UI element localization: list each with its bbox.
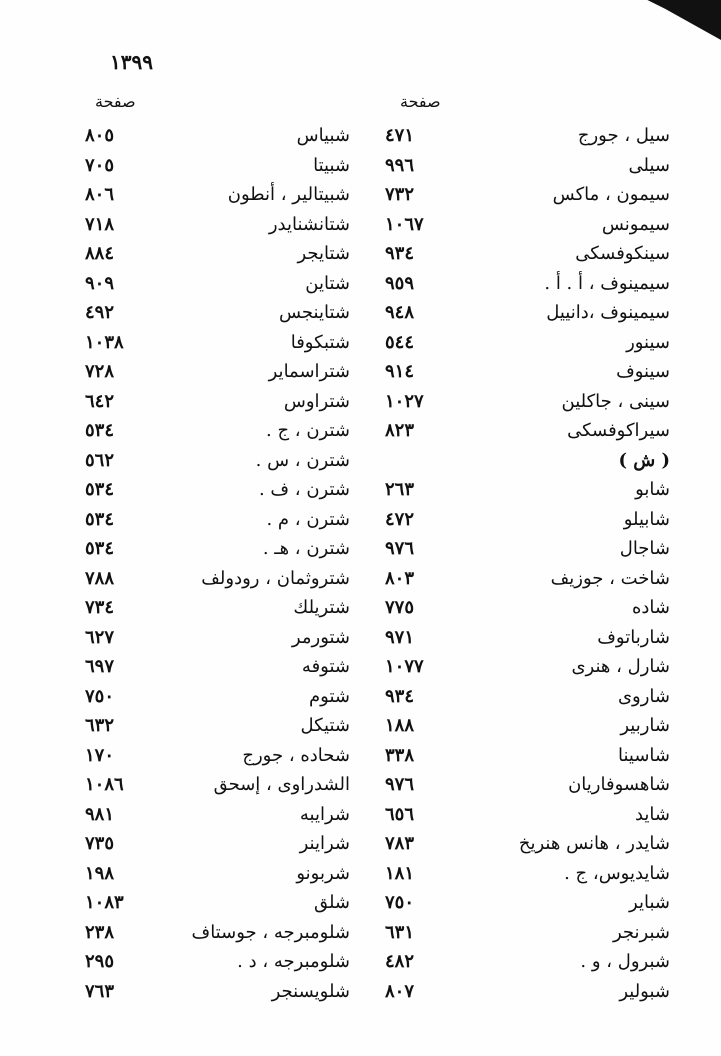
- entry-page-number: ٩٧١: [385, 626, 415, 648]
- entry-page-number: ٩٩٦: [385, 154, 415, 176]
- entry-page-number: ٨٠٦: [85, 184, 115, 206]
- entry-page-number: ٥٣٤: [85, 508, 115, 530]
- entry-page-number: ١٧٠: [85, 744, 115, 766]
- index-entry: [85, 829, 350, 859]
- entry-page-number: ٧٣٤: [85, 597, 115, 619]
- page-number: ١٣٩٩: [110, 50, 153, 74]
- entry-name: شابيلو: [623, 508, 670, 530]
- entry-page-number: ٦٩٧: [85, 656, 115, 678]
- index-entry: [85, 416, 350, 446]
- entry-name: شتبكوفا: [290, 331, 350, 353]
- index-entry: [385, 623, 670, 653]
- entry-name: سيل ، جورج: [577, 125, 670, 147]
- index-entry: [385, 859, 670, 889]
- entry-page-number: ٦٥٦: [385, 803, 415, 825]
- index-entry: [85, 564, 350, 594]
- index-entry: [385, 888, 670, 918]
- index-entry: [85, 387, 350, 417]
- entry-name: شتريلك: [293, 597, 350, 619]
- entry-name: شلق: [313, 892, 350, 914]
- entry-name: شتورمر: [291, 626, 350, 648]
- entry-name: شبرنجر: [612, 921, 670, 943]
- entry-page-number: ٩٨١: [85, 803, 115, 825]
- entry-name: شاروى: [617, 685, 670, 707]
- index-entry: [385, 446, 670, 476]
- entry-page-number: ٨٠٥: [85, 125, 115, 147]
- entry-page-number: ٧٨٣: [385, 833, 415, 855]
- entry-page-number: ١٩٨: [85, 862, 115, 884]
- index-entry: [385, 770, 670, 800]
- page-column-header-left: صفحة: [95, 92, 136, 111]
- entry-page-number: ١٠٦٧: [385, 213, 424, 235]
- entry-name: شتاينجس: [278, 302, 350, 324]
- entry-name: شايدر ، هانس هنريخ: [518, 833, 670, 855]
- entry-page-number: ١٨١: [385, 862, 415, 884]
- entry-page-number: ٣٣٨: [385, 744, 415, 766]
- entry-page-number: ٤٧١: [385, 125, 415, 147]
- entry-name: شايديوس، ج .: [564, 862, 670, 884]
- entry-page-number: ٧٨٨: [85, 567, 115, 589]
- entry-page-number: ٧٧٥: [385, 597, 415, 619]
- entry-name: شربونو: [296, 862, 350, 884]
- entry-name: شاجال: [619, 538, 670, 560]
- index-entry: [385, 239, 670, 269]
- entry-name: شتوفه: [301, 656, 350, 678]
- scan-corner-shadow: [641, 0, 721, 40]
- index-entry: [385, 210, 670, 240]
- entry-name: شارباتوف: [597, 626, 670, 648]
- entry-name: شتانشنايدر: [268, 213, 350, 235]
- index-entry: [385, 151, 670, 181]
- index-entry: [85, 593, 350, 623]
- entry-page-number: ٥٣٤: [85, 420, 115, 442]
- index-entry: [385, 593, 670, 623]
- entry-name: شاسينا: [618, 744, 670, 766]
- index-entry: [85, 741, 350, 771]
- entry-page-number: ٨٠٧: [385, 980, 415, 1002]
- index-entry: [85, 210, 350, 240]
- entry-page-number: ١٠٨٣: [85, 892, 124, 914]
- entry-page-number: ١٠٢٧: [385, 390, 424, 412]
- index-entry: [85, 328, 350, 358]
- entry-name: الشدراوى ، إسحق: [213, 774, 350, 796]
- index-entry: [85, 800, 350, 830]
- entry-name: شتوم: [309, 685, 350, 707]
- entry-name: شبيتالير ، أنطون: [227, 184, 350, 206]
- index-entry: [85, 770, 350, 800]
- entry-page-number: ٢٣٨: [85, 921, 115, 943]
- index-entry: [85, 947, 350, 977]
- index-entry: [385, 829, 670, 859]
- index-column-right: [385, 121, 670, 1006]
- entry-name: شايد: [634, 803, 670, 825]
- entry-page-number: ٧١٨: [85, 213, 115, 235]
- index-entry: [385, 977, 670, 1007]
- index-entry: [385, 121, 670, 151]
- entry-page-number: ٩٥٩: [385, 272, 415, 294]
- entry-name: شترن ، ف .: [258, 479, 350, 501]
- entry-name: شاهسوفاريان: [568, 774, 670, 796]
- index-entry: [85, 888, 350, 918]
- index-entry: [85, 121, 350, 151]
- entry-page-number: ٧٣٥: [85, 833, 115, 855]
- entry-name: سيمينوف ، أ . أ .: [544, 272, 670, 294]
- index-entry: [385, 564, 670, 594]
- index-entry: [385, 328, 670, 358]
- entry-page-number: ٤٧٢: [385, 508, 415, 530]
- entry-name: شحاده ، جورج: [242, 744, 350, 766]
- section-heading: ( ش ): [618, 449, 670, 471]
- entry-page-number: ١٠٧٧: [385, 656, 424, 678]
- entry-page-number: ٨٠٣: [385, 567, 415, 589]
- index-entry: [385, 682, 670, 712]
- entry-name: شبيتا: [313, 154, 350, 176]
- entry-page-number: ٩٤٨: [385, 302, 415, 324]
- entry-page-number: ٧٦٣: [85, 980, 115, 1002]
- entry-name: شراينر: [299, 833, 350, 855]
- entry-page-number: ٦٢٧: [85, 626, 115, 648]
- index-entry: [385, 947, 670, 977]
- index-entry: [385, 741, 670, 771]
- index-entry: [85, 652, 350, 682]
- page-column-header-right: صفحة: [400, 92, 441, 111]
- index-entry: [385, 800, 670, 830]
- entry-page-number: ٤٩٢: [85, 302, 115, 324]
- entry-name: شتروثمان ، رودولف: [201, 567, 350, 589]
- index-entry: [385, 652, 670, 682]
- entry-name: شترن ، هـ .: [262, 538, 350, 560]
- entry-name: سينور: [626, 331, 670, 353]
- index-entry: [85, 269, 350, 299]
- entry-page-number: ٩٣٤: [385, 243, 415, 265]
- entry-page-number: ٩٣٤: [385, 685, 415, 707]
- entry-name: شلومبرجه ، جوستاف: [191, 921, 350, 943]
- entry-name: سيلى: [628, 154, 670, 176]
- entry-page-number: ٨٨٤: [85, 243, 115, 265]
- entry-name: شاخت ، جوزيف: [550, 567, 670, 589]
- entry-page-number: ٢٩٥: [85, 951, 115, 973]
- entry-page-number: ١٠٣٨: [85, 331, 124, 353]
- index-entry: [85, 239, 350, 269]
- entry-name: شترن ، ج .: [266, 420, 350, 442]
- index-entry: [85, 475, 350, 505]
- index-entry: [385, 534, 670, 564]
- entry-page-number: ٨٢٣: [385, 420, 415, 442]
- entry-name: شبولير: [619, 980, 670, 1002]
- entry-page-number: ٦٣٢: [85, 715, 115, 737]
- entry-name: شتاين: [305, 272, 350, 294]
- entry-page-number: ٥٦٢: [85, 449, 115, 471]
- entry-name: شباير: [629, 892, 670, 914]
- index-entry: [85, 918, 350, 948]
- entry-page-number: ٥٣٤: [85, 479, 115, 501]
- index-entry: [85, 859, 350, 889]
- index-entry: [85, 298, 350, 328]
- entry-name: سيراكوفسكى: [567, 420, 670, 442]
- index-entry: [85, 180, 350, 210]
- index-entry: [385, 298, 670, 328]
- entry-page-number: ٧٠٥: [85, 154, 115, 176]
- entry-page-number: ٦٤٢: [85, 390, 115, 412]
- index-entry: [85, 357, 350, 387]
- entry-name: سينوف: [616, 361, 670, 383]
- entry-name: شارل ، هنرى: [571, 656, 670, 678]
- entry-page-number: ٥٤٤: [385, 331, 415, 353]
- entry-page-number: ٧٢٨: [85, 361, 115, 383]
- index-entry: [385, 475, 670, 505]
- entry-page-number: ٩١٤: [385, 361, 415, 383]
- entry-name: سيمونس: [601, 213, 670, 235]
- entry-page-number: ٧٥٠: [385, 892, 415, 914]
- index-entry: [85, 534, 350, 564]
- index-entry: [385, 357, 670, 387]
- index-entry: [385, 505, 670, 535]
- entry-name: شتايجر: [297, 243, 350, 265]
- entry-name: سيمون ، ماكس: [552, 184, 670, 206]
- entry-name: شابو: [635, 479, 670, 501]
- entry-page-number: ٩٧٦: [385, 774, 415, 796]
- index-entry: [85, 623, 350, 653]
- index-entry: [85, 977, 350, 1007]
- index-entry: [385, 180, 670, 210]
- entry-page-number: ٩٧٦: [385, 538, 415, 560]
- entry-page-number: ١٨٨: [385, 715, 415, 737]
- entry-page-number: ٢٦٣: [385, 479, 415, 501]
- index-entry: [85, 151, 350, 181]
- entry-name: شرايبه: [299, 803, 350, 825]
- index-entry: [85, 505, 350, 535]
- entry-page-number: ١٠٨٦: [85, 774, 124, 796]
- entry-name: شبياس: [296, 125, 350, 147]
- index-entry: [385, 387, 670, 417]
- entry-name: شلومبرجه ، د .: [237, 951, 350, 973]
- entry-name: شتراوس: [283, 390, 350, 412]
- index-entry: [385, 711, 670, 741]
- entry-page-number: ٧٥٠: [85, 685, 115, 707]
- entry-name: سينكوفسكى: [575, 243, 670, 265]
- entry-name: شتراسماير: [268, 361, 350, 383]
- index-entry: [85, 711, 350, 741]
- entry-page-number: ٩٠٩: [85, 272, 115, 294]
- entry-name: سيمينوف ،دانييل: [546, 302, 670, 324]
- entry-name: شاده: [631, 597, 670, 619]
- entry-name: شلويسنجر: [271, 980, 350, 1002]
- index-column-left: [85, 121, 350, 1006]
- entry-name: شترن ، س .: [255, 449, 350, 471]
- entry-name: سينى ، جاكلين: [561, 390, 670, 412]
- index-entry: [85, 682, 350, 712]
- entry-name: شتيكل: [300, 715, 350, 737]
- entry-page-number: ٧٣٢: [385, 184, 415, 206]
- entry-name: شاربير: [620, 715, 670, 737]
- index-entry: [385, 918, 670, 948]
- entry-name: شترن ، م .: [266, 508, 350, 530]
- entry-page-number: ٤٨٢: [385, 951, 415, 973]
- entry-page-number: ٦٣١: [385, 921, 415, 943]
- index-entry: [385, 269, 670, 299]
- entry-name: شبرول ، و .: [580, 951, 670, 973]
- index-entry: [85, 446, 350, 476]
- entry-page-number: ٥٣٤: [85, 538, 115, 560]
- index-entry: [385, 416, 670, 446]
